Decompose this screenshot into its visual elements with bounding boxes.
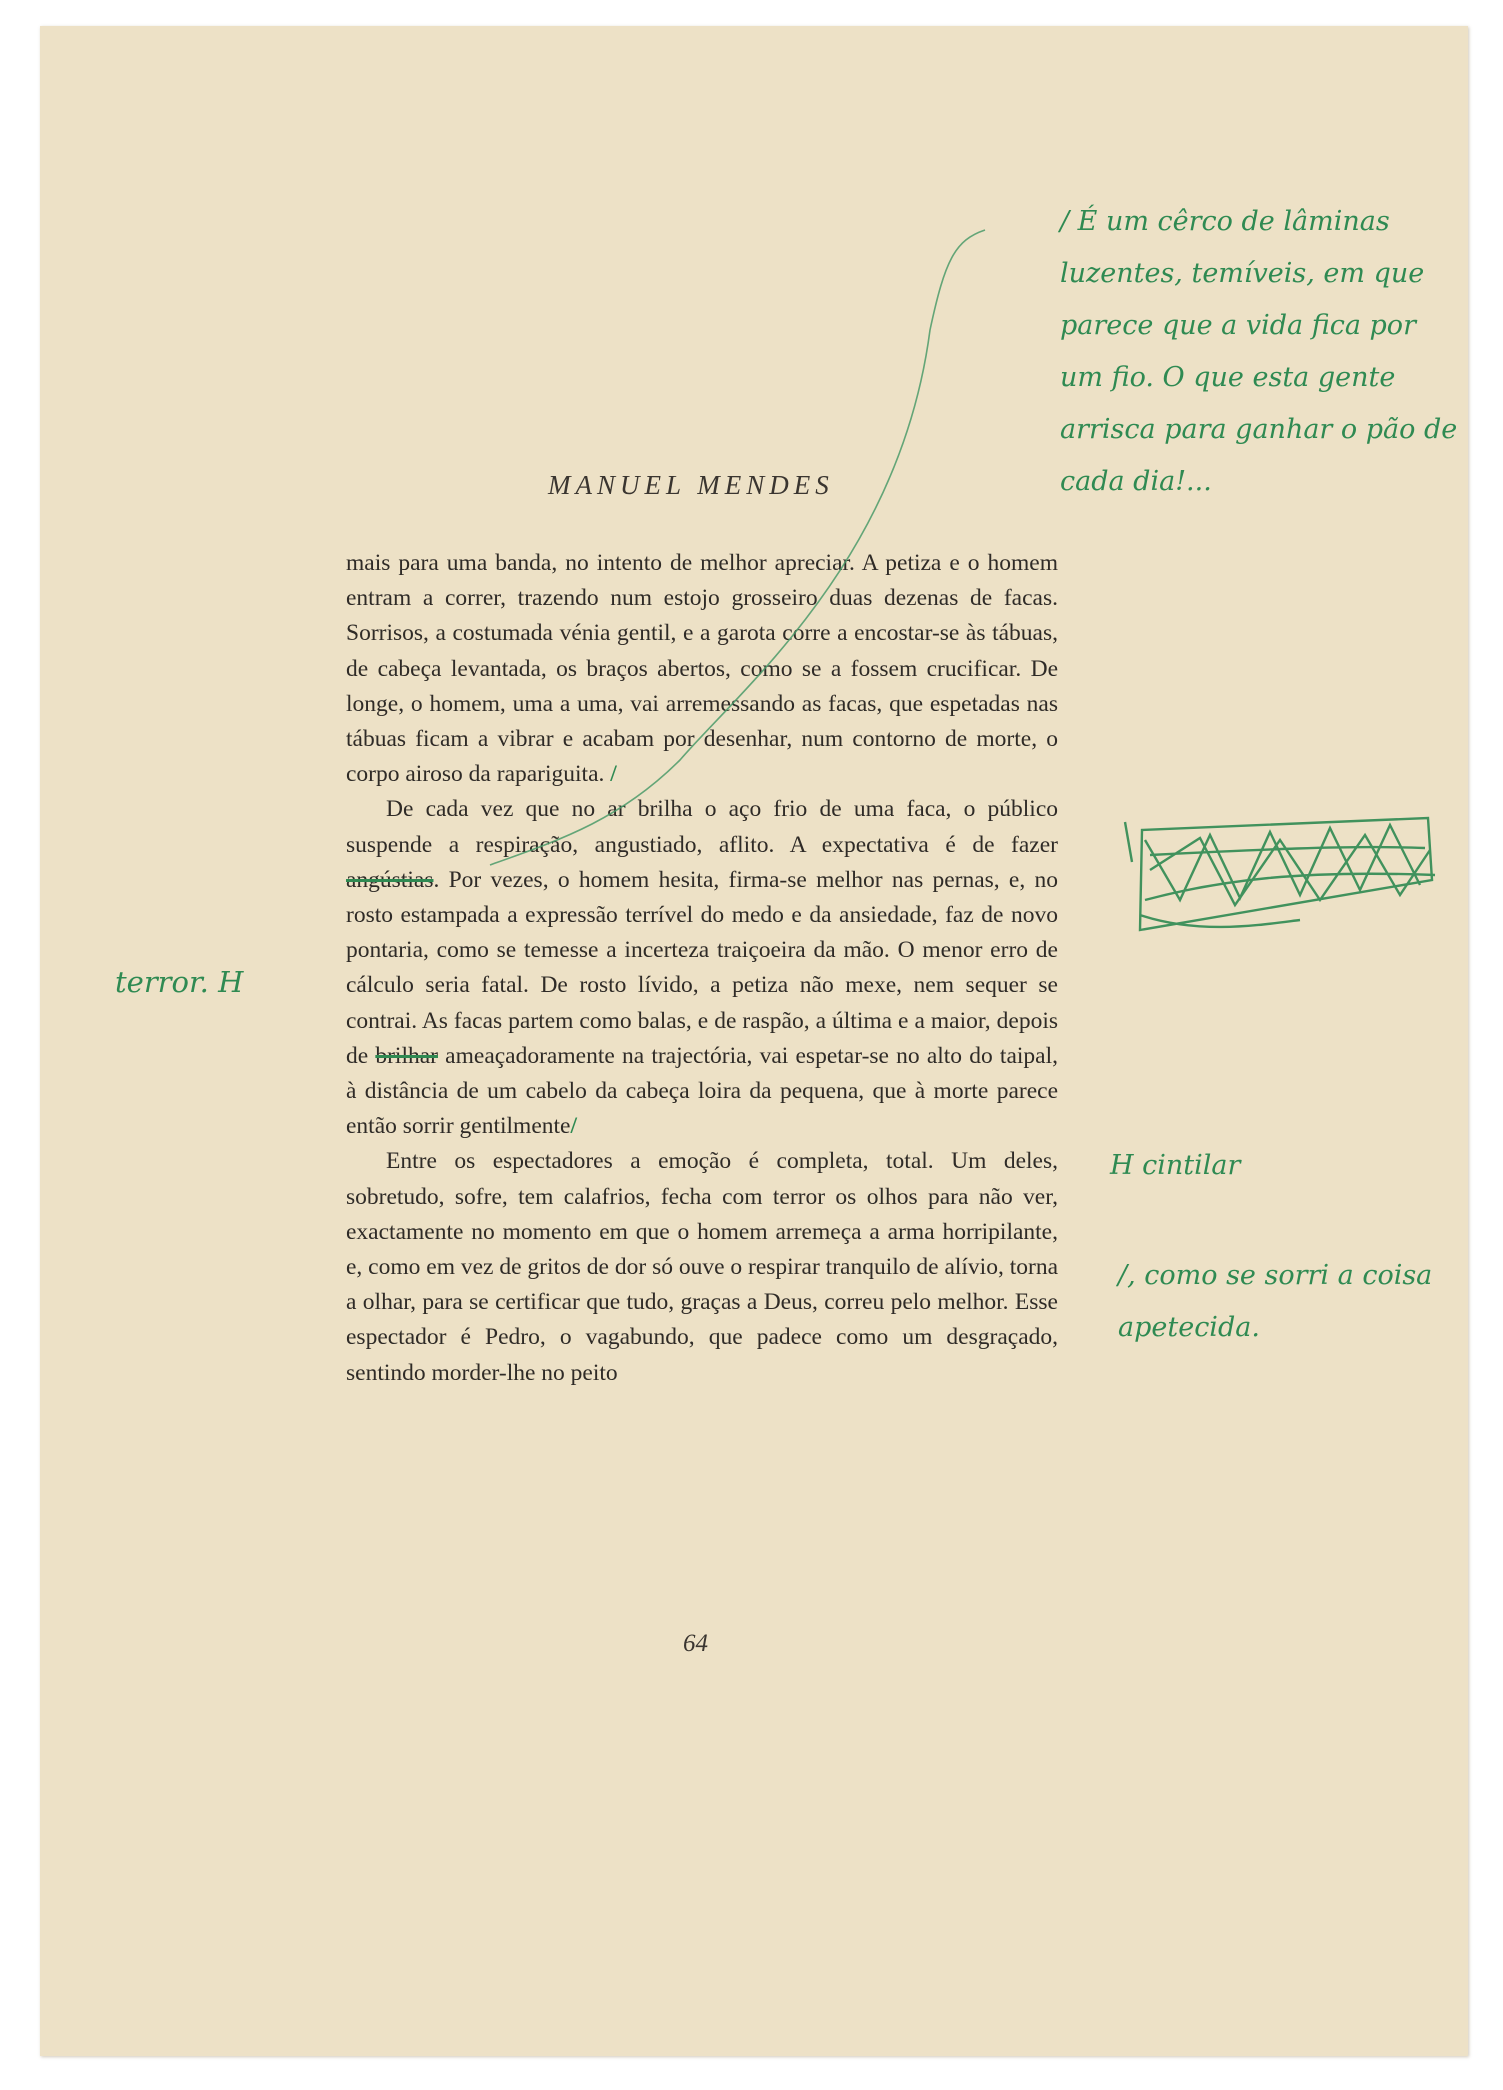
paragraph-2-text-b: . Por vezes, o homem hesita, firma-se melhor nas pernas, e, no rosto estampada a expressão terrível do medo e da ansiedade, faz de novo pontaria, como se temesse a incerteza traiçoeira da mão. O menor erro de cálculo seria fatal. De rosto lívido, a petiza não mexe, nem sequer se contrai. As facas partem como balas, e de raspão, a última e a maior, depois de bbox=[346, 866, 1058, 1069]
struck-word-angustias: angústias bbox=[346, 866, 434, 893]
insertion-mark: / bbox=[610, 761, 617, 788]
paragraph-2-text-c: ameaçadoramente na trajectória, vai espetar-se no alto do taipal, à distância de um cabelo da cabeça loira da pequena, que à morte parece então sorrir gentilmente bbox=[346, 1042, 1058, 1140]
connector-line bbox=[490, 230, 985, 865]
paragraph-1-text: mais para uma banda, no intento de melhor apreciar. A petiza e o homem entram a correr, trazendo num estojo grosseiro duas dezenas de facas. Sorrisos, a costumada vénia gentil, e a garota corre a encostar-se às tábuas, de cabeça levantada, os braços abertos, como se a fossem crucificar. De longe, o homem, uma a uma, vai arremessando as facas, que espetadas nas tábuas ficam a vibrar e acabam por desenhar, num contorno de morte, o corpo airoso da rapariguita. bbox=[346, 550, 1058, 788]
page-number: 64 bbox=[683, 1630, 708, 1657]
paragraph-3: Entre os espectadores a emoção é completa, total. Um deles, sobretudo, sofre, tem calafrios, fecha com terror os olhos para não ver, exactamente no momento em que o homem arremeça a arma horripilante, e, como em vez de gritos de dor só ouve o respirar tranquilo de alívio, torna a olhar, para se certificar que tudo, graças a Deus, correu pelo melhor. Esse espectador é Pedro, o vagabundo, que padece como um desgraçado, sentindo morder-lhe no peito bbox=[346, 1148, 1058, 1386]
annotation-top-right: / É um cêrco de lâminas luzentes, temíveis, em que parece que a vida fica por um fio. O que esta gente arrisca para ganhar o pão de cada dia!... bbox=[1060, 206, 1458, 497]
insertion-mark: / bbox=[570, 1113, 578, 1140]
scribbled-out-note bbox=[1125, 818, 1435, 930]
annotation-right-middle: H cintilar bbox=[1110, 1150, 1241, 1181]
annotation-right-bottom: /, como se sorri a coisa apetecida. bbox=[1118, 1260, 1433, 1343]
annotation-left-margin: terror. H bbox=[115, 965, 244, 999]
struck-word-brilhar: brilhar bbox=[375, 1042, 438, 1069]
running-head: MANUEL MENDES bbox=[548, 470, 834, 500]
paragraph-2-text-a: De cada vez que no ar brilha o aço frio de uma faca, o público suspende a respiração, angustiado, aflito. A expectativa é de fazer bbox=[346, 796, 1058, 858]
